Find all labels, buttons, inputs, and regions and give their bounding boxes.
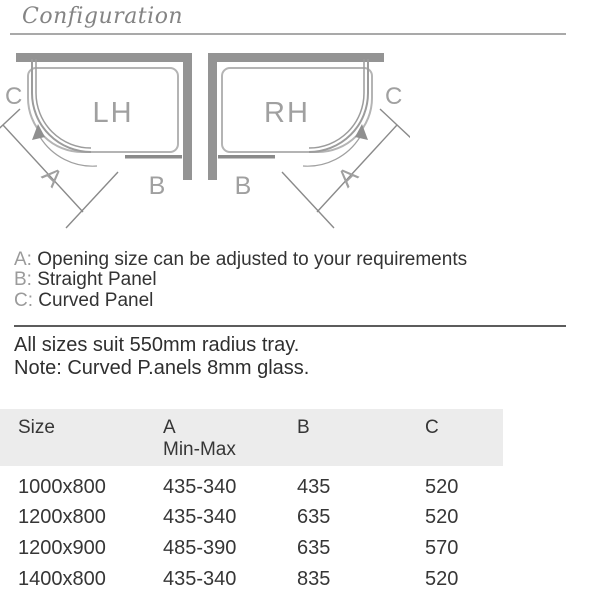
rh-label: RH: [264, 97, 310, 129]
lh-diagram: [0, 45, 200, 235]
legend-text-a: Opening size can be adjusted to your requirements: [31, 249, 468, 270]
lh-label: LH: [92, 97, 134, 129]
legend-text-b: Straight Panel: [31, 269, 157, 291]
cell-size: 1400x800: [18, 567, 106, 590]
legend-key-a: A:: [14, 249, 32, 270]
cell-a: 435-340: [163, 567, 237, 590]
lh-label-b: B: [148, 172, 166, 200]
cell-b: 635: [297, 506, 331, 529]
lh-label-c: C: [5, 83, 23, 110]
rh-shapes: [208, 53, 410, 228]
table-body: [0, 472, 503, 594]
size-table: [0, 409, 503, 594]
legend-item-c: [14, 291, 467, 311]
header-size: Size: [18, 417, 55, 438]
lh-dim-tick-top: [0, 109, 20, 139]
header-a-label: A: [163, 417, 176, 438]
title-underline: [10, 33, 566, 35]
table-header-row: [0, 409, 503, 466]
legend-key-b: B:: [14, 269, 32, 291]
rh-straight-panel: [218, 155, 275, 159]
header-a-sub: Min-Max: [163, 439, 236, 460]
cell-b: 835: [297, 567, 331, 590]
rh-label-b: B: [234, 172, 252, 200]
cell-b: 435: [297, 475, 331, 498]
rh-label-a: A: [332, 161, 364, 193]
lh-wall-right: [183, 53, 192, 180]
rh-wall-left: [208, 53, 217, 180]
cell-size: 1200x800: [18, 506, 106, 529]
cell-a: 485-390: [163, 536, 237, 559]
notes: [14, 334, 309, 379]
cell-c: 570: [425, 536, 459, 559]
cell-c: 520: [425, 567, 459, 590]
rh-label-c: C: [385, 83, 403, 110]
lh-dim-tick-bottom: [66, 172, 118, 228]
lh-label-a: A: [36, 161, 68, 193]
header-b: B: [297, 417, 310, 438]
page-title: Configuration: [22, 4, 184, 29]
cell-size: 1200x900: [18, 536, 106, 559]
legend-item-a: [14, 250, 467, 270]
table-row: [0, 472, 503, 503]
rh-dim-tick-top: [380, 109, 410, 139]
cell-a: 435-340: [163, 475, 237, 498]
cell-b: 635: [297, 536, 331, 559]
rh-wall-top: [208, 53, 384, 62]
cell-a: 435-340: [163, 506, 237, 529]
table-row: [0, 533, 503, 564]
lh-wall-top: [16, 53, 192, 62]
legend: [14, 250, 467, 311]
legend-text-c: Curved Panel: [33, 289, 154, 311]
cell-c: 520: [425, 506, 459, 529]
table-row: [0, 564, 503, 595]
lh-shapes: [0, 53, 192, 228]
rh-diagram: [195, 45, 410, 235]
legend-key-c: C:: [14, 289, 33, 311]
legend-item-b: [14, 270, 467, 290]
cell-c: 520: [425, 475, 459, 498]
header-c: C: [425, 417, 439, 438]
rh-dim-tick-bottom: [282, 172, 334, 228]
table-row: [0, 503, 503, 534]
separator-line: [14, 325, 566, 327]
cell-size: 1000x800: [18, 475, 106, 498]
note-line-1: All sizes suit 550mm radius tray.: [14, 334, 300, 356]
note-line-2: Note: Curved P.anels 8mm glass.: [14, 356, 310, 379]
lh-straight-panel: [125, 155, 182, 159]
header-a: [163, 417, 297, 466]
